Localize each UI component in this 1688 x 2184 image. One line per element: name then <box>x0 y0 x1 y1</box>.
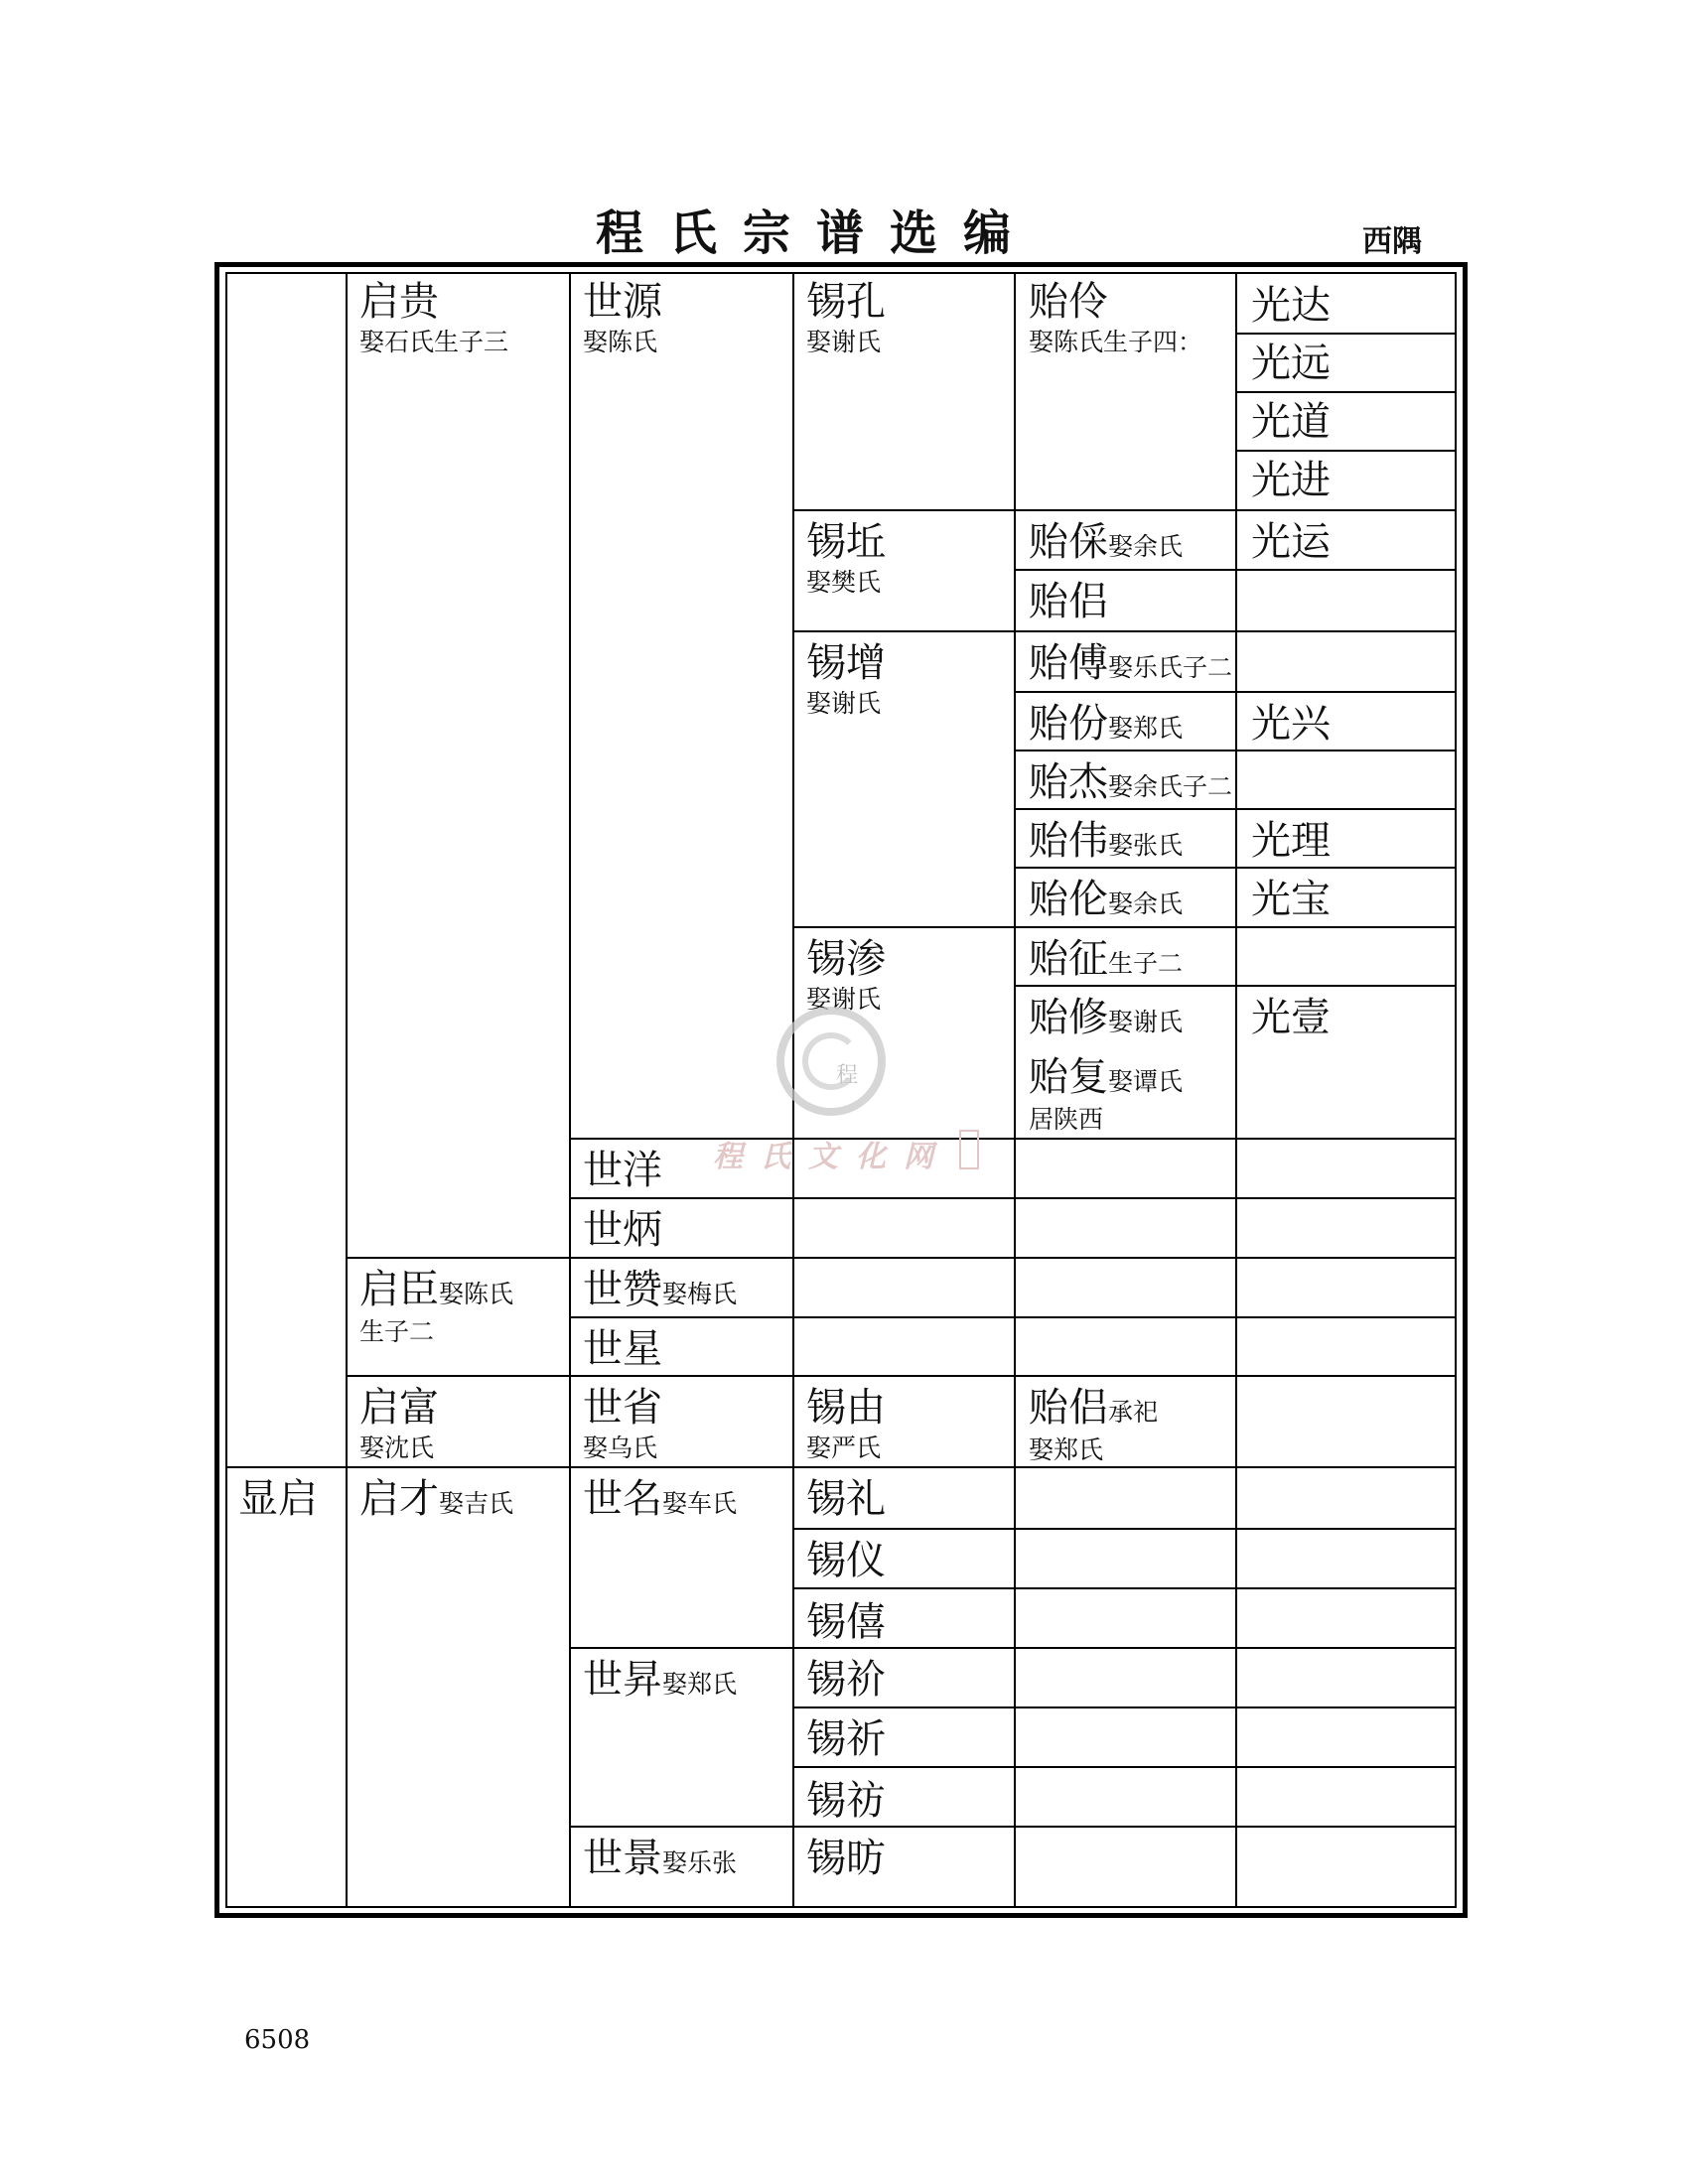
person-name: 显启 <box>238 1476 318 1522</box>
person-name: 世赞 <box>583 1267 662 1312</box>
spouse-note: 娶乐张 <box>662 1848 738 1877</box>
person-name: 锡礼 <box>806 1476 886 1522</box>
spouse-note: 生子二 <box>1108 949 1184 978</box>
table-cell <box>359 1267 514 1346</box>
table-cell <box>1029 759 1233 805</box>
watermark-logo-icon <box>776 1007 886 1116</box>
table-rule <box>793 1528 1457 1530</box>
table-rule <box>570 1197 1457 1199</box>
spouse-note: 承祀 <box>1108 1398 1159 1427</box>
spouse-note: 娶谭氏 <box>1108 1067 1184 1096</box>
spouse-note: 娶郑氏 <box>662 1670 738 1699</box>
table-rule <box>793 509 1457 511</box>
spouse-note: 娶张氏 <box>1108 831 1184 860</box>
spouse-note: 娶陈氏 <box>583 328 658 356</box>
table-cell <box>583 1267 738 1312</box>
table-rule <box>1015 867 1457 869</box>
table-cell <box>806 1836 886 1881</box>
spouse-note: 娶沈氏 <box>359 1433 435 1462</box>
person-name: 世星 <box>583 1326 662 1372</box>
person-name: 锡渗 <box>806 936 886 982</box>
table-cell <box>583 1657 738 1703</box>
table-rule <box>1236 391 1457 393</box>
table-cell <box>806 1657 886 1703</box>
person-name: 贻复 <box>1029 1054 1108 1100</box>
spouse-note: 娶郑氏 <box>1108 714 1184 743</box>
person-name: 贻伶 <box>1029 279 1108 325</box>
table-cell <box>1251 341 1331 386</box>
spouse-note: 娶乐氏子二 <box>1108 653 1233 682</box>
person-name: 启富 <box>359 1385 439 1431</box>
table-cell <box>1029 701 1184 747</box>
table-rule <box>570 1826 1457 1828</box>
person-name: 锡孔 <box>806 279 886 325</box>
page-number: 6508 <box>244 2025 311 2055</box>
person-name: 光兴 <box>1251 701 1331 747</box>
table-rule <box>793 1706 1457 1708</box>
spouse-note: 娶樊氏 <box>806 568 882 597</box>
table-rule <box>1236 450 1457 452</box>
table-cell <box>1251 995 1331 1040</box>
table-cell <box>806 519 886 597</box>
table-cell <box>1251 283 1331 329</box>
table-rule <box>1014 274 1016 1906</box>
person-name: 锡增 <box>806 640 886 686</box>
person-name: 锡昉 <box>806 1836 886 1881</box>
person-name: 锡僖 <box>806 1599 886 1645</box>
table-cell <box>583 1385 662 1462</box>
table-rule <box>1236 333 1457 335</box>
spouse-note: 娶陈氏生子四： <box>1029 328 1203 356</box>
table-cell <box>1029 640 1233 686</box>
table-rule <box>1235 274 1237 1906</box>
person-name: 贻侣 <box>1029 579 1108 624</box>
spouse-note: 娶余氏子二 <box>1108 772 1233 801</box>
table-cell <box>806 640 886 718</box>
table-cell <box>1251 877 1331 922</box>
table-cell <box>583 1326 662 1372</box>
table-cell <box>359 1476 514 1522</box>
table-rule <box>793 926 1457 928</box>
table-rule <box>1015 750 1457 751</box>
person-name: 启贵 <box>359 279 439 325</box>
spouse-note: 娶梅氏 <box>662 1280 738 1308</box>
table-cell <box>1029 579 1108 624</box>
person-name: 贻侣 <box>1029 1385 1108 1431</box>
person-name: 锡仪 <box>806 1538 886 1583</box>
table-cell <box>1029 519 1184 565</box>
person-name: 光理 <box>1251 818 1331 864</box>
spouse-note: 娶余氏 <box>1108 532 1184 561</box>
watermark-seal-icon <box>959 1130 979 1169</box>
table-cell <box>1251 458 1331 503</box>
table-cell <box>583 1148 662 1193</box>
extra-note: 生子二 <box>359 1317 435 1346</box>
person-name: 光道 <box>1251 399 1331 445</box>
watermark-seal-glyph-icon: 程 <box>836 1063 859 1088</box>
person-name: 启才 <box>359 1476 439 1522</box>
person-name: 锡祈 <box>806 1716 886 1762</box>
table-cell <box>806 936 886 1014</box>
table-cell <box>583 1836 738 1881</box>
table-cell <box>1029 1054 1184 1134</box>
page-title: 程氏宗谱选编 <box>596 205 1038 261</box>
person-name: 世源 <box>583 279 662 325</box>
person-name: 世昇 <box>583 1657 662 1703</box>
spouse-note: 娶余氏 <box>1108 889 1184 918</box>
person-name: 锡坵 <box>806 519 886 565</box>
table-rule <box>1015 985 1457 987</box>
table-cell <box>1251 701 1331 747</box>
person-name: 启臣 <box>359 1267 439 1312</box>
table-rule <box>570 1316 1457 1318</box>
table-rule <box>569 274 571 1906</box>
person-name: 贻征 <box>1029 936 1108 982</box>
person-name: 世景 <box>583 1836 662 1881</box>
spouse-note: 娶谢氏 <box>806 985 882 1014</box>
person-name: 世炳 <box>583 1207 662 1253</box>
table-rule <box>1015 691 1457 693</box>
table-rule <box>793 1766 1457 1768</box>
table-rule <box>227 1466 1457 1468</box>
person-name: 光运 <box>1251 519 1331 565</box>
person-name: 贻杰 <box>1029 759 1108 805</box>
table-cell <box>583 279 662 356</box>
spouse-note: 娶乌氏 <box>583 1433 658 1462</box>
table-cell <box>806 1385 886 1462</box>
spouse-note: 娶陈氏 <box>439 1280 514 1308</box>
person-name: 光壹 <box>1251 995 1331 1040</box>
person-name: 世名 <box>583 1476 662 1522</box>
spouse-note: 娶车氏 <box>662 1489 738 1518</box>
person-name: 光远 <box>1251 341 1331 386</box>
table-cell <box>238 1476 318 1522</box>
person-name: 贻份 <box>1029 701 1108 747</box>
spouse-note: 娶谢氏 <box>1108 1008 1184 1036</box>
table-cell <box>1029 995 1184 1040</box>
spouse-note: 娶谢氏 <box>806 689 882 718</box>
table-cell <box>359 279 509 356</box>
person-name: 世洋 <box>583 1148 662 1193</box>
table-cell <box>806 1476 886 1522</box>
person-name: 世省 <box>583 1385 662 1431</box>
table-rule <box>570 1138 1457 1140</box>
spouse-note: 娶谢氏 <box>806 328 882 356</box>
table-cell <box>1029 1385 1159 1464</box>
spouse-note: 娶严氏 <box>806 1433 882 1462</box>
table-cell <box>806 1599 886 1645</box>
table-cell <box>1251 818 1331 864</box>
spouse-note: 娶石氏生子三 <box>359 328 509 356</box>
table-cell <box>1251 519 1331 565</box>
table-cell <box>1029 877 1184 922</box>
table-rule <box>793 1587 1457 1589</box>
person-name: 锡由 <box>806 1385 886 1431</box>
table-cell <box>806 1716 886 1762</box>
table-cell <box>1251 399 1331 445</box>
person-name: 锡祄 <box>806 1657 886 1703</box>
table-rule <box>346 274 348 1906</box>
table-rule <box>1015 808 1457 810</box>
table-cell <box>1029 279 1203 356</box>
table-cell <box>1029 818 1184 864</box>
spouse-note: 娶吉氏 <box>439 1489 514 1518</box>
person-name: 光进 <box>1251 458 1331 503</box>
person-name: 光达 <box>1251 283 1331 329</box>
extra-note: 居陕西 <box>1029 1105 1104 1134</box>
person-name: 贻修 <box>1029 995 1108 1040</box>
table-cell <box>1029 936 1184 982</box>
person-name: 贻倸 <box>1029 519 1108 565</box>
table-cell <box>583 1476 738 1522</box>
table-cell <box>806 279 886 356</box>
person-name: 贻伟 <box>1029 818 1108 864</box>
table-cell <box>806 1538 886 1583</box>
person-name: 光宝 <box>1251 877 1331 922</box>
person-name: 贻伦 <box>1029 877 1108 922</box>
table-rule <box>793 630 1457 632</box>
person-name: 锡祊 <box>806 1778 886 1824</box>
table-rule <box>1015 569 1457 571</box>
table-cell <box>583 1207 662 1253</box>
person-name: 贻傅 <box>1029 640 1108 686</box>
watermark-site-name: 程氏文化网 <box>713 1140 951 1174</box>
table-rule <box>347 1375 1457 1377</box>
table-cell <box>806 1778 886 1824</box>
table-cell <box>359 1385 439 1462</box>
extra-note: 娶郑氏 <box>1029 1435 1104 1464</box>
table-rule <box>570 1647 1457 1649</box>
table-rule <box>347 1257 1457 1259</box>
section-tag: 西隅 <box>1362 224 1422 259</box>
